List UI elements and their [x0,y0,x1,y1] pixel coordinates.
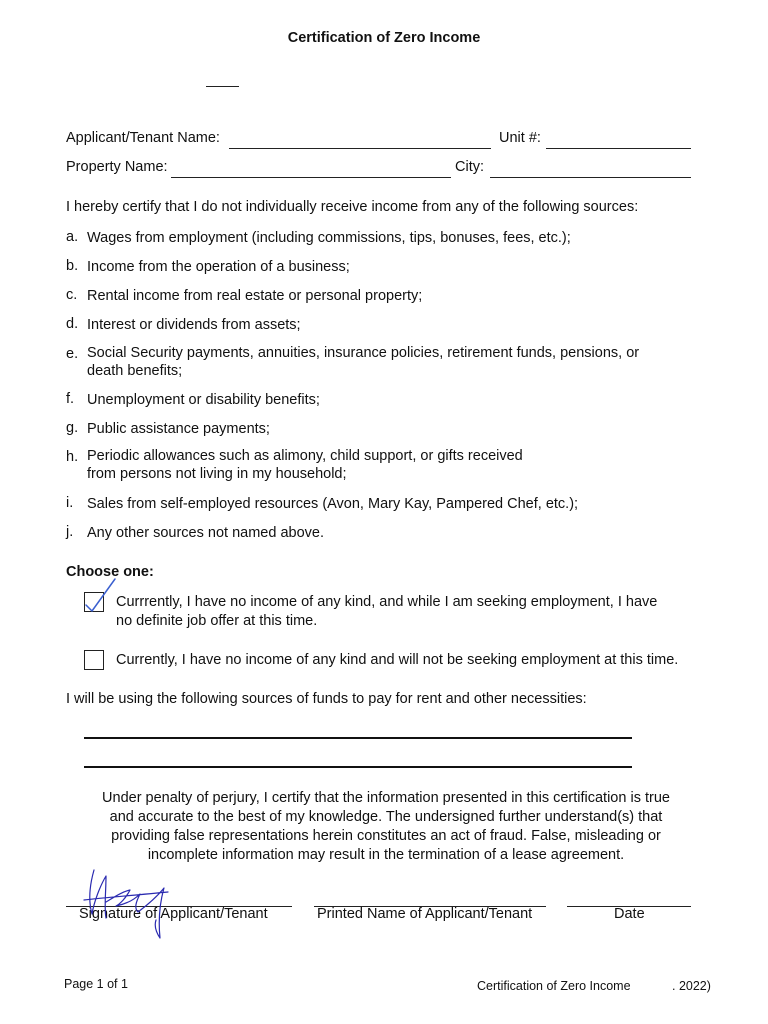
item-text-continued: death benefits; [87,363,183,379]
unit-label: Unit #: [499,130,541,146]
item-text: Social Security payments, annuities, insurance policies, retirement funds, pensions, or [87,345,640,361]
penalty-line: providing false representations herein constitutes an act of fraud. False, misleading or [111,828,661,844]
applicant-name-field[interactable] [229,148,491,149]
option-seeking-checkbox[interactable] [84,592,104,612]
item-text: Sales from self-employed resources (Avon, Mary Kay, Pampered Chef, etc.); [87,496,579,512]
option-seeking-label: Currrently, I have no income of any kind, and while I am seeking employment, I have [116,594,658,610]
unit-field[interactable] [546,148,691,149]
item-text: Public assistance payments; [87,421,270,437]
penalty-paragraph [60,789,712,865]
intro-text: I hereby certify that I do not individually receive income from any of the following sources: [66,199,639,215]
short-rule [206,86,239,87]
city-label: City: [455,159,484,175]
item-text: Periodic allowances such as alimony, child support, or gifts received [87,448,523,464]
page-number: Page 1 of 1 [64,977,128,991]
item-letter: j. [66,524,74,540]
applicant-name-label: Applicant/Tenant Name: [66,130,220,146]
handwritten-signature [76,862,176,944]
footer-doc-ref: Certification of Zero Income [477,979,631,993]
funds-line-1[interactable] [84,737,632,739]
item-letter: c. [66,287,78,303]
option-not-seeking-label: Currently, I have no income of any kind and will not be seeking employment at this time. [116,652,679,668]
property-name-field[interactable] [171,177,451,178]
penalty-line: incomplete information may result in the termination of a lease agreement. [147,847,625,863]
printed-name-label: Printed Name of Applicant/Tenant [317,906,533,922]
option-not-seeking-checkbox[interactable] [84,650,104,670]
item-letter: g. [66,420,79,436]
penalty-line: and accurate to the best of my knowledge. The undersigned further understand(s) that [109,809,663,825]
item-text: Interest or dividends from assets; [87,317,301,333]
choose-one-heading: Choose one: [66,564,154,580]
signature-label: Signature of Applicant/Tenant [79,906,268,922]
item-letter: a. [66,229,79,245]
funds-text: I will be using the following sources of funds to pay for rent and other necessities: [66,691,587,707]
item-text: Rental income from real estate or personal property; [87,288,423,304]
page-title: Certification of Zero Income [287,30,481,46]
item-letter: d. [66,316,79,332]
item-letter: f. [66,391,75,407]
city-field[interactable] [490,177,691,178]
item-letter: b. [66,258,79,274]
item-letter: h. [66,449,79,465]
date-label: Date [614,906,645,922]
property-name-label: Property Name: [66,159,168,175]
item-text-continued: from persons not living in my household; [87,466,347,482]
item-letter: i. [66,495,74,511]
item-text: Unemployment or disability benefits; [87,392,320,408]
item-text: Income from the operation of a business; [87,259,350,275]
item-text: Wages from employment (including commissions, tips, bonuses, fees, etc.); [87,230,571,246]
footer-doc-ref-tail: . 2022) [672,979,711,993]
option-seeking-label-continued: no definite job offer at this time. [116,613,318,629]
penalty-line: Under penalty of perjury, I certify that the information presented in this certification is true [102,790,670,806]
item-text: Any other sources not named above. [87,525,324,541]
funds-line-2[interactable] [84,766,632,768]
item-letter: e. [66,346,79,362]
